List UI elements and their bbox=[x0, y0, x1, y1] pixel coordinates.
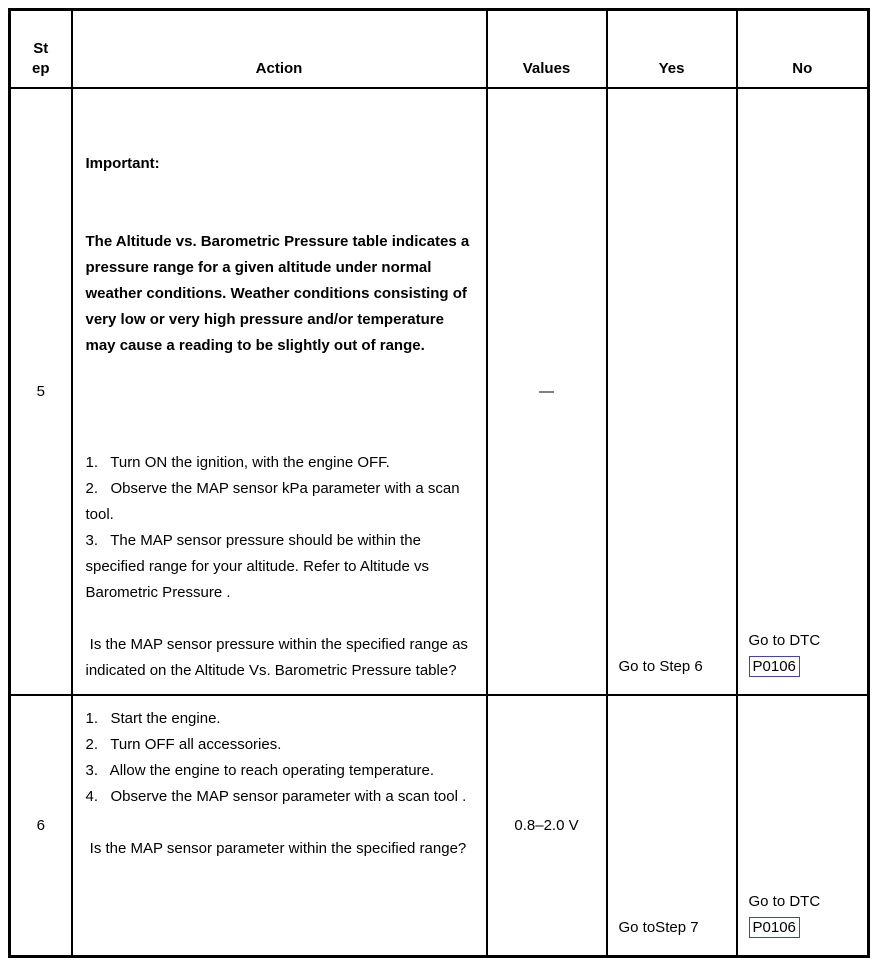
action-cell bbox=[72, 88, 487, 695]
no-cell bbox=[737, 695, 869, 957]
important-label: Important: bbox=[85, 154, 160, 172]
yes-cell bbox=[607, 88, 737, 695]
header-step-line2: ep bbox=[31, 59, 50, 77]
yes-goto-text: Go to Step 6 bbox=[618, 657, 703, 675]
step-number: 5 bbox=[10, 88, 72, 695]
header-values: Values bbox=[487, 10, 607, 88]
action-item: 2. Observe the MAP sensor kPa parameter with a scan tool. bbox=[85, 479, 464, 523]
yes-goto-text: Go toStep 7 bbox=[618, 919, 699, 936]
values-cell: — bbox=[487, 88, 607, 695]
no-cell bbox=[737, 88, 869, 695]
important-body: The Altitude vs. Barometric Pressure table indicates a pressure range for a given altitude under normal weather conditions. Weather conditions consisting of very low or very high pressure and/or temperature may cause a reading to be slightly out of range. bbox=[85, 232, 474, 354]
action-item: 1. Start the engine. bbox=[85, 709, 221, 727]
values-cell: 0.8–2.0 V bbox=[487, 695, 607, 957]
header-no: No bbox=[737, 10, 869, 88]
table-row-step-5 bbox=[10, 88, 869, 695]
table-row-step-6 bbox=[10, 695, 869, 957]
step-number: 6 bbox=[10, 695, 72, 957]
action-cell bbox=[72, 695, 487, 957]
no-goto-text: Go to DTC bbox=[748, 893, 821, 910]
no-goto-text: Go to DTC bbox=[748, 631, 821, 649]
diagnostic-procedure-table bbox=[8, 8, 870, 958]
action-item: 2. Turn OFF all accessories. bbox=[85, 735, 282, 753]
header-action: Action bbox=[72, 10, 487, 88]
header-yes: Yes bbox=[607, 10, 737, 88]
header-row bbox=[10, 10, 869, 88]
dtc-p0106-link[interactable]: P0106 bbox=[749, 917, 800, 938]
action-item: 3. Allow the engine to reach operating temperature. bbox=[85, 761, 435, 779]
question-text: Is the MAP sensor pressure within the specified range as indicated on the Altitude Vs. Barometric Pressure table? bbox=[85, 635, 473, 679]
action-item: 4. Observe the MAP sensor parameter with a scan tool . bbox=[85, 787, 467, 805]
action-item: 3. The MAP sensor pressure should be within the specified range for your altitude. Refer to Altitude vs Barometric Pressure . bbox=[85, 531, 434, 601]
important-note bbox=[86, 99, 472, 411]
action-item: 1. Turn ON the ignition, with the engine OFF. bbox=[85, 453, 390, 471]
header-step-line1: St bbox=[33, 39, 49, 57]
question-text: Is the MAP sensor parameter within the specified range? bbox=[85, 839, 467, 857]
header-step bbox=[10, 10, 72, 88]
yes-cell bbox=[607, 695, 737, 957]
dtc-p0106-link[interactable]: P0106 bbox=[749, 656, 800, 677]
